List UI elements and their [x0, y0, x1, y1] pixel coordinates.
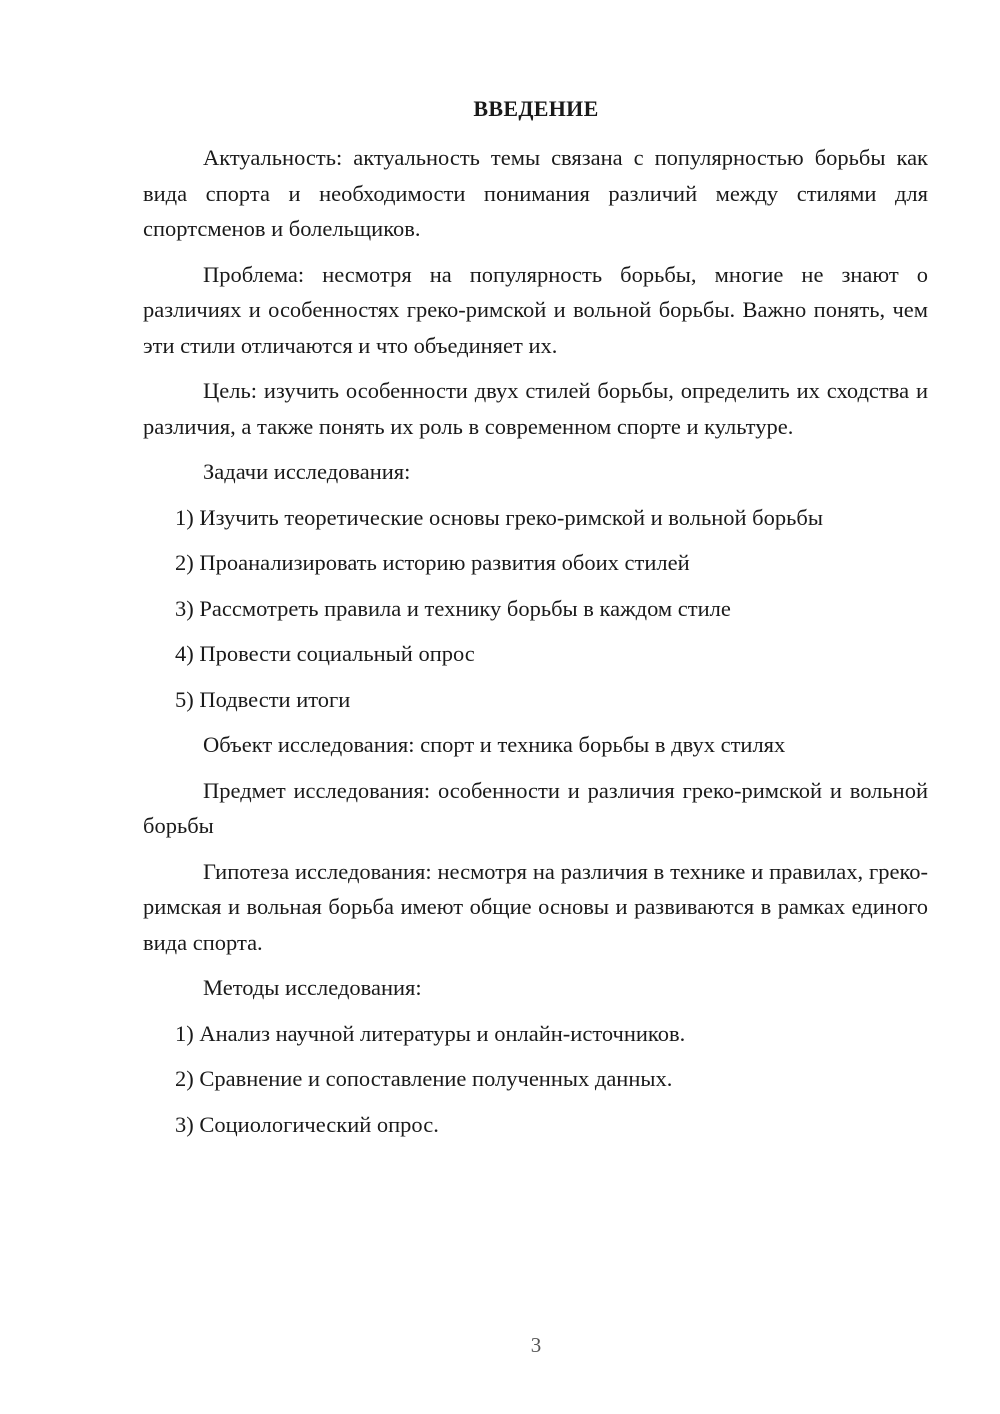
page-number: 3	[530, 1333, 542, 1357]
list-item: 4) Провести социальный опрос	[175, 641, 475, 666]
introduction-body	[143, 140, 928, 1152]
paragraph-methods-heading: Методы исследования:	[203, 975, 422, 1000]
paragraph-hypothesis: Гипотеза исследования: несмотря на различия в технике и правилах, греко-римская и вольная борьба имеют общие основы и развиваются в рамках единого вида спорта.	[143, 858, 928, 955]
list-item: 5) Подвести итоги	[175, 686, 351, 712]
list-item: 1) Изучить теоретические основы греко-римской и вольной борьбы	[175, 504, 823, 530]
tasks-list	[143, 500, 928, 718]
page-title: ВВЕДЕНИЕ	[473, 96, 599, 121]
list-item: 3) Рассмотреть правила и технику борьбы в каждом стиле	[175, 595, 731, 621]
paragraph-object: Объект исследования: спорт и техника борьбы в двух стилях	[203, 732, 786, 757]
methods-list	[143, 1016, 928, 1143]
paragraph-tasks-heading: Задачи исследования:	[203, 459, 411, 484]
paragraph-goal: Цель: изучить особенности двух стилей борьбы, определить их сходства и различия, а также понять их роль в современном спорте и культуре.	[143, 378, 928, 439]
list-item: 2) Сравнение и сопоставление полученных данных.	[175, 1066, 673, 1091]
list-item: 2) Проанализировать историю развития обоих стилей	[175, 550, 690, 575]
paragraph-actuality: Актуальность: актуальность темы связана с популярностью борьбы как вида спорта и необходимости понимания различий между стилями для спортсменов и болельщиков.	[143, 145, 928, 241]
list-item: 1) Анализ научной литературы и онлайн-источников.	[175, 1020, 686, 1046]
paragraph-subject: Предмет исследования: особенности и различия греко-римской и вольной борьбы	[143, 777, 928, 838]
paragraph-problem: Проблема: несмотря на популярность борьбы, многие не знают о различиях и особенностях греко-римской и вольной борьбы. Важно понять, чем эти стили отличаются и что объединяет их.	[143, 261, 928, 358]
list-item: 3) Социологический опрос.	[175, 1111, 439, 1137]
